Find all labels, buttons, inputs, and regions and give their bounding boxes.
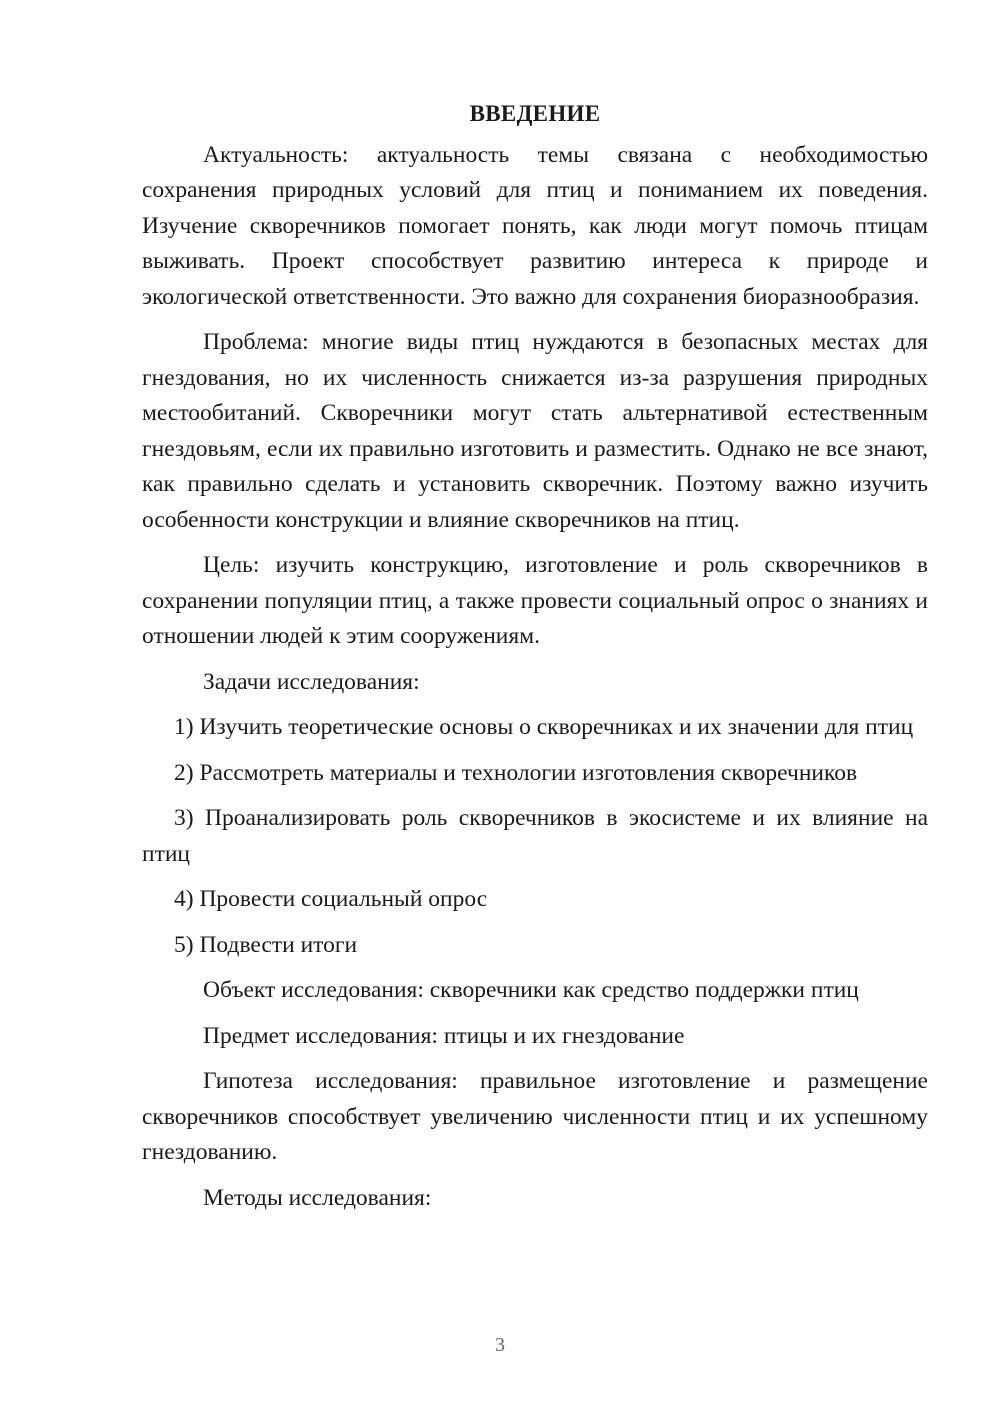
page-content [142,96,928,1226]
paragraph-problem: Проблема: многие виды птиц нуждаются в безопасных местах для гнездования, но их численность снижается из-за разрушения природных местообитаний. Скворечники могут стать альтернативой естественным гнездовьям, если их правильно изготовить и разместить. Однако не все знают, как правильно сделать и установить скворечник. Поэтому важно изучить особенности конструкции и влияние скворечников на птиц. [142,329,928,533]
paragraph-object: Объект исследования: скворечники как средство поддержки птиц [203,977,859,1003]
task-item-5: 5) Подвести итоги [174,931,358,958]
task-item-2: 2) Рассмотреть материалы и технологии изготовления скворечников [174,759,858,786]
task-item-1: 1) Изучить теоретические основы о скворечниках и их значении для птиц [174,714,914,740]
paragraph-goal: Цель: изучить конструкцию, изготовление и роль скворечников в сохранении популяции птиц, а также провести социальный опрос о знаниях и отношении людей к этим сооружениям. [142,552,928,649]
paragraph-subject: Предмет исследования: птицы и их гнездование [203,1022,685,1049]
task-item-4: 4) Провести социальный опрос [174,886,488,912]
paragraph-relevance: Актуальность: актуальность темы связана с необходимостью сохранения природных условий для птиц и пониманием их поведения. Изучение скворечников помогает понять, как люди могут помочь птицам выживать. Проект способствует развитию интереса к природе и экологической ответственности. Это важно для сохранения биоразнообразия. [142,141,928,310]
methods-label: Методы исследования: [203,1184,432,1211]
task-item-3: 3) Проанализировать роль скворечников в экосистеме и их влияние на птиц [142,805,928,867]
tasks-label: Задачи исследования: [203,668,420,695]
section-heading: ВВЕДЕНИЕ [469,101,601,126]
page-number: 3 [495,1334,505,1356]
paragraph-hypothesis: Гипотеза исследования: правильное изготовление и размещение скворечников способствует увеличению численности птиц и их успешному гнездованию. [142,1068,928,1165]
